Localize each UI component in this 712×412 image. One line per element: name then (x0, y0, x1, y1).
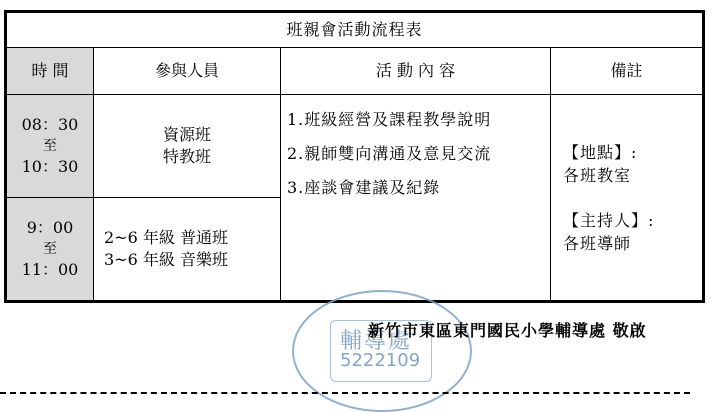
seal-phone: 5222109 (340, 350, 421, 371)
document-title: 班親會活動流程表 (6, 12, 704, 48)
participants-1 (94, 95, 281, 198)
participant-line: 3~6 年級 音樂班 (104, 250, 228, 269)
participant-line: 資源班 (162, 125, 211, 144)
time-slot-1 (6, 95, 94, 198)
header-content: 活 動 內 容 (281, 48, 551, 95)
schedule-table (4, 10, 705, 303)
participant-line: 特教班 (162, 147, 211, 166)
host-value: 各班導師 (563, 233, 632, 253)
notes-cell (551, 95, 704, 302)
time-to: 至 (43, 241, 57, 257)
activity-content (281, 95, 551, 302)
location-value: 各班教室 (563, 165, 632, 185)
cut-line (0, 392, 690, 394)
content-item: 3.座談會建議及紀錄 (287, 178, 441, 197)
time-start: 9：00 (26, 218, 74, 237)
time-slot-2 (6, 198, 94, 302)
time-end: 10：30 (21, 157, 79, 176)
time-start: 08：30 (21, 115, 79, 134)
time-to: 至 (43, 138, 57, 154)
seal-center-text: 輔導處 (340, 329, 413, 354)
header-participants: 參與人員 (94, 48, 281, 95)
location-label: 【地點】: (563, 142, 638, 162)
header-notes: 備註 (551, 48, 704, 95)
host-label: 【主持人】: (563, 210, 655, 230)
participants-2 (94, 198, 281, 302)
signature-line: 新竹市東區東門國民小學輔導處 敬啟 (368, 321, 647, 340)
participant-line: 2~6 年級 普通班 (104, 228, 228, 247)
header-time: 時 間 (6, 48, 94, 95)
content-item: 1.班級經營及課程教學說明 (287, 110, 492, 129)
content-item: 2.親師雙向溝通及意見交流 (287, 144, 492, 163)
time-end: 11：00 (21, 260, 79, 279)
